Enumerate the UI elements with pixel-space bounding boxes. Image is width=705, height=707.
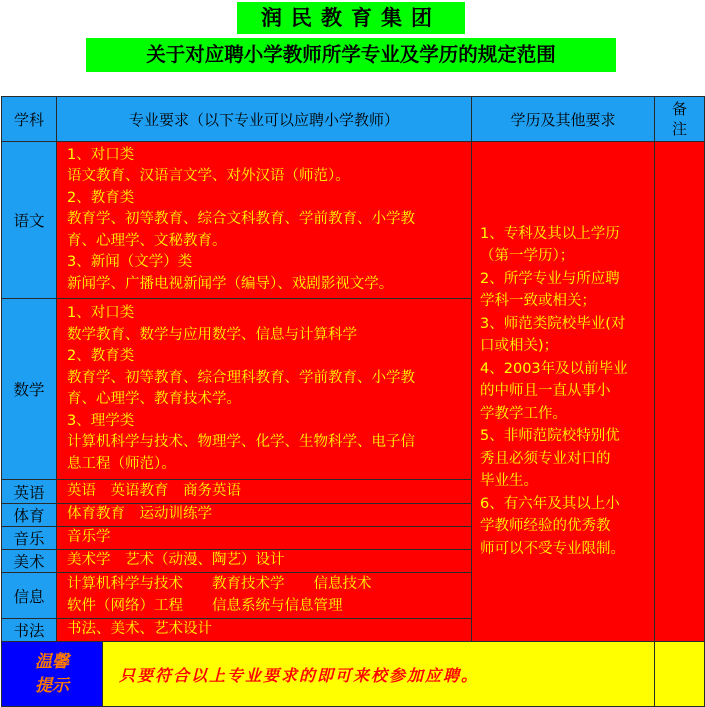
subject-english: 英语 [2, 480, 57, 504]
education-line: 师可以不受专业限制。 [480, 540, 626, 557]
major-line: 书法、美术、艺术设计 [67, 621, 212, 638]
major-line: 数学教育、数学与应用数学、信息与计算科学 [67, 326, 357, 343]
education-line: 4、2003年及以前毕业 [480, 360, 628, 377]
major-line: 教育学、初等教育、综合理科教育、学前教育、小学教 [67, 369, 415, 386]
major-line: 语文教育、汉语言文学、对外汉语（师范）。 [67, 168, 350, 185]
education-line: 口或相关)； [480, 338, 559, 355]
header-major: 专业要求（以下专业可以应聘小学教师） [57, 97, 472, 142]
education-line: 5、非师范院校特别优 [480, 428, 620, 445]
tip-remark-cell [655, 642, 705, 707]
table-row [2, 142, 705, 299]
education-line: （第一学历）； [480, 248, 575, 265]
education-line: 6、有六年及其以上小 [480, 495, 620, 512]
subject-pe: 体育 [2, 504, 57, 527]
major-line: 育、心理学、教育技术学。 [67, 391, 241, 407]
subject-it: 信息 [2, 573, 57, 619]
education-line: 学科一致或相关； [480, 293, 597, 310]
major-line: 软件（网络）工程 信息系统与信息管理 [67, 597, 343, 614]
requirements-table [1, 96, 705, 707]
major-math [57, 299, 472, 480]
subject-calligraphy: 书法 [2, 619, 57, 642]
page-title: 润民教育集团 [237, 2, 465, 34]
major-line: 2、教育类 [67, 189, 135, 206]
major-line: 育、心理学、文秘教育。 [67, 232, 227, 249]
major-line: 3、理学类 [67, 412, 135, 429]
major-line: 息工程（师范）。 [67, 455, 176, 472]
major-english [57, 480, 472, 504]
education-line: 1、专科及其以上学历 [480, 225, 620, 242]
subject-math: 数学 [2, 299, 57, 480]
tip-text: 只要符合以上专业要求的即可来校参加应聘。 [103, 642, 655, 707]
tip-row [2, 642, 705, 707]
major-line: 计算机科学与技术 教育技术学 信息技术 [67, 576, 372, 592]
tip-label-line: 提示 [35, 676, 69, 696]
major-pe [57, 504, 472, 527]
education-line: 毕业生。 [480, 473, 539, 490]
major-line: 体育教育 运动训练学 [67, 506, 212, 523]
major-line: 英语 英语教育 商务英语 [67, 482, 241, 499]
major-line: 新闻学、广播电视新闻学（编导）、戏剧影视文学。 [67, 275, 394, 292]
remark-label: 备注 [672, 100, 688, 138]
major-chinese [57, 142, 472, 299]
education-line: 学教师经验的优秀教 [480, 518, 611, 535]
subject-music: 音乐 [2, 527, 57, 550]
major-music [57, 527, 472, 550]
major-line: 音乐学 [67, 529, 111, 546]
major-line: 美术学 艺术（动漫、陶艺）设计 [67, 552, 285, 569]
major-line: 教育学、初等教育、综合文科教育、学前教育、小学教 [67, 211, 415, 228]
education-line: 学教学工作。 [480, 405, 568, 422]
table-header-row [2, 97, 705, 142]
major-it [57, 573, 472, 619]
major-line: 3、新闻（文学）类 [67, 254, 193, 271]
education-line: 秀且必须专业对口的 [480, 450, 611, 467]
major-line: 1、对口类 [67, 305, 135, 321]
education-line: 2、所学专业与所应聘 [480, 270, 620, 287]
page-subtitle: 关于对应聘小学教师所学专业及学历的规定范围 [86, 38, 616, 72]
major-line: 2、教育类 [67, 348, 135, 364]
header-remark [655, 97, 705, 142]
tip-label-line: 温馨 [35, 652, 69, 672]
subject-art: 美术 [2, 550, 57, 573]
header-education: 学历及其他要求 [472, 97, 655, 142]
header-subject: 学科 [2, 97, 57, 142]
remark-cell [655, 142, 705, 642]
major-line: 1、对口类 [67, 146, 135, 163]
education-line: 的中师且一直从事小 [480, 383, 611, 400]
education-requirements [472, 142, 655, 642]
major-line: 计算机科学与技术、物理学、化学、生物科学、电子信 [67, 434, 415, 450]
tip-label [2, 642, 103, 707]
major-calligraphy [57, 619, 472, 642]
education-line: 3、师范类院校毕业(对 [480, 315, 626, 332]
major-art [57, 550, 472, 573]
subject-chinese: 语文 [2, 142, 57, 299]
